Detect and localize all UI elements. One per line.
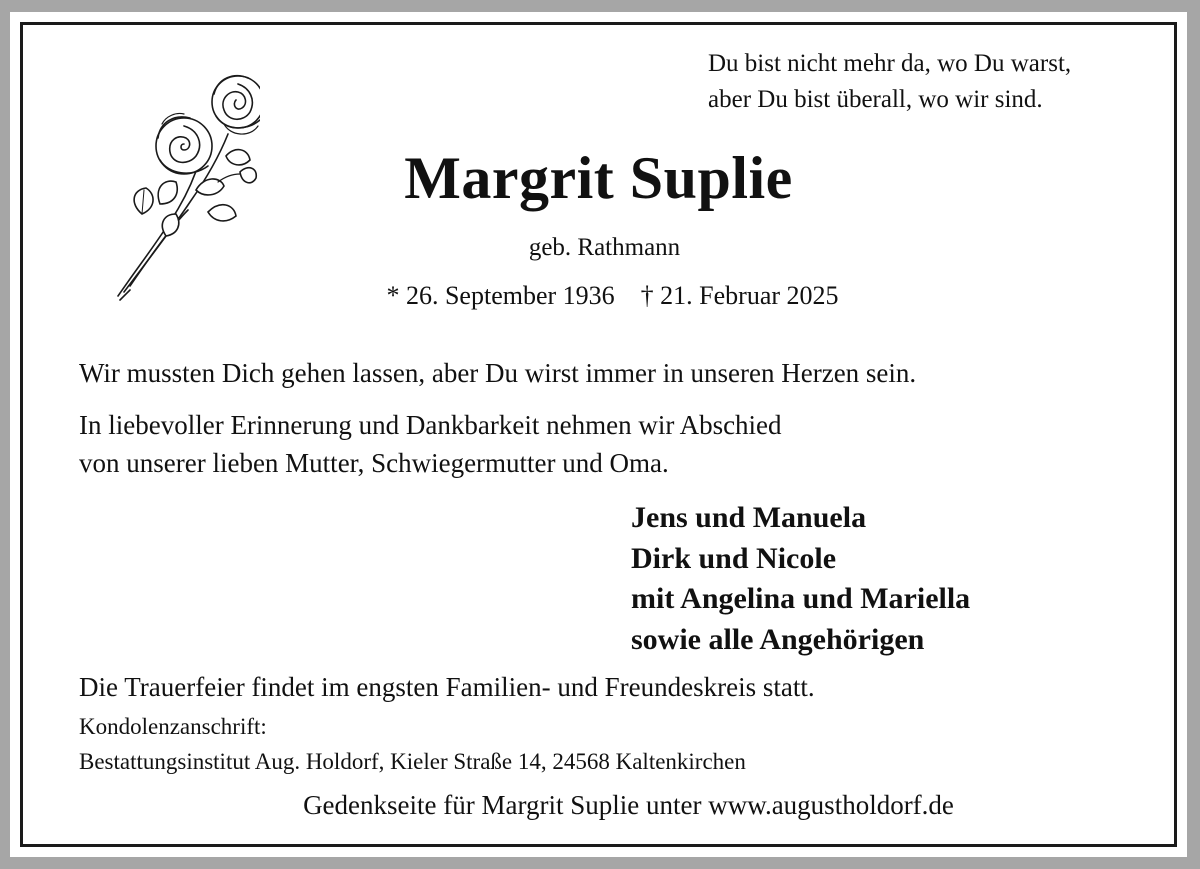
family-line: Jens und Manuela <box>631 501 867 534</box>
family-line: Dirk und Nicole <box>631 541 837 575</box>
memorial-page-note: Gedenkseite für Margrit Suplie unter www.augustholdorf.de <box>303 790 954 820</box>
message-line: Wir mussten Dich gehen lassen, aber Du wirst immer in unseren Herzen sein. <box>79 358 917 388</box>
deceased-name: Margrit Suplie <box>404 145 793 211</box>
birth-date: * 26. September 1936 <box>386 281 615 310</box>
condolence-address <box>79 709 746 779</box>
family-line: sowie alle Angehörigen <box>631 622 925 656</box>
condolence-label: Kondolenzanschrift: <box>79 714 267 739</box>
maiden-name: geb. Rathmann <box>528 234 681 261</box>
message-line: von unserer lieben Mutter, Schwiegermutter und Oma. <box>79 448 669 478</box>
death-date: † 21. Februar 2025 <box>640 281 839 310</box>
message-line: In liebevoller Erinnerung und Dankbarkeit nehmen wir Abschied <box>79 410 782 440</box>
family-signature <box>631 498 970 660</box>
family-line: mit Angelina und Mariella <box>631 582 971 615</box>
funeral-note: Die Trauerfeier findet im engsten Familien- und Freundeskreis statt. <box>79 672 815 702</box>
motto-line: aber Du bist überall, wo wir sind. <box>708 86 1043 113</box>
motto-line: Du bist nicht mehr da, wo Du warst, <box>708 50 1072 77</box>
motto-text <box>708 46 1071 118</box>
obituary-card <box>10 12 1187 857</box>
condolence-address-line: Bestattungsinstitut Aug. Holdorf, Kieler Straße 14, 24568 Kaltenkirchen <box>79 749 746 774</box>
life-dates <box>24 281 1200 311</box>
farewell-message <box>79 406 782 482</box>
